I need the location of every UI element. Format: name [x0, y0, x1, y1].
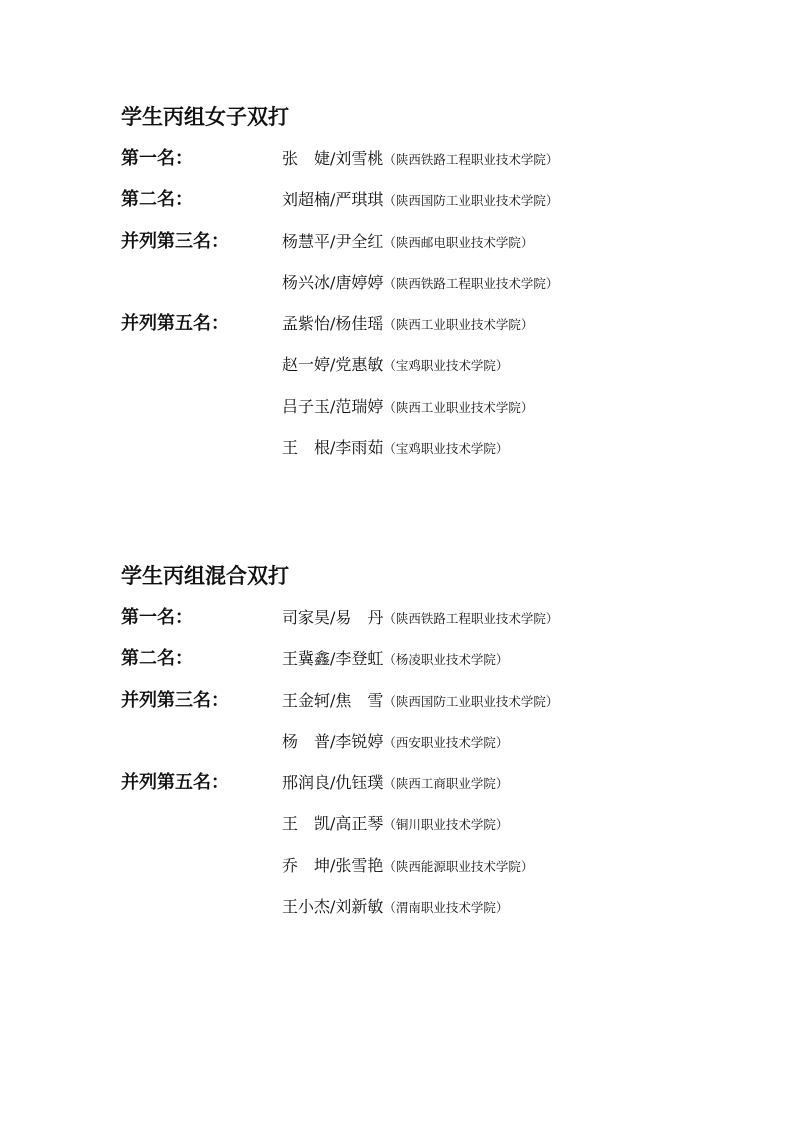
result-row [121, 221, 761, 262]
entry [282, 221, 533, 263]
school-name: （陕西铁路工程职业技术学院） [383, 152, 559, 167]
result-row [121, 386, 761, 427]
school-name: （陕西铁路工程职业技术学院） [383, 611, 559, 626]
player-names: 司家昊/易 丹 [282, 608, 384, 627]
player-names: 刘超楠/严琪琪 [282, 190, 384, 210]
result-row [121, 803, 761, 844]
school-name: （西安职业技术学院） [383, 734, 509, 750]
entry [282, 303, 533, 345]
player-names: 王小杰/刘新敏 [282, 897, 384, 917]
result-row [121, 138, 761, 179]
school-name: （陕西工业职业技术学院） [383, 399, 534, 415]
entry [282, 762, 508, 804]
school-name: （宝鸡职业技术学院） [383, 358, 509, 374]
player-names: 邢润良/仇钰璞 [282, 773, 384, 793]
result-row [121, 262, 761, 303]
section-title: 学生丙组女子双打 [121, 105, 289, 129]
school-name: （陕西工业职业技术学院） [383, 317, 534, 333]
rank-label: 并列第五名： [121, 313, 229, 335]
rank-label: 第一名： [121, 148, 193, 169]
entry [282, 138, 558, 180]
result-row [121, 845, 761, 886]
school-name: （陕西能源职业技术学院） [383, 858, 534, 874]
player-names: 杨慧平/尹全红 [282, 231, 384, 251]
school-name: （渭南职业技术学院） [383, 900, 509, 916]
entry [282, 597, 558, 639]
entry [282, 638, 508, 680]
school-name: （陕西国防工业职业技术学院） [383, 193, 559, 209]
player-names: 王金轲/焦 雪 [282, 690, 384, 710]
section-title: 学生丙组混合双打 [121, 564, 289, 588]
school-name: （杨凌职业技术学院） [383, 652, 509, 668]
entry [282, 262, 558, 304]
entry [282, 845, 533, 887]
player-names: 乔 坤/张雪艳 [282, 855, 384, 875]
school-name: （陕西邮电职业技术学院） [383, 234, 534, 250]
entry [282, 386, 533, 428]
section-mixed-doubles [121, 561, 761, 927]
player-names: 王 凯/高正琴 [282, 814, 384, 834]
entry [282, 886, 508, 928]
school-name: （陕西国防工业职业技术学院） [383, 693, 559, 709]
section-womens-doubles [121, 102, 761, 468]
player-names: 张 婕/刘雪桃 [282, 149, 384, 168]
result-row [121, 344, 761, 385]
rank-label: 并列第三名： [121, 230, 229, 252]
rank-label: 第一名： [121, 607, 193, 628]
result-row [121, 762, 761, 803]
player-names: 吕子玉/范瑞婷 [282, 396, 384, 416]
school-name: （宝鸡职业技术学院） [383, 441, 509, 457]
result-row [121, 303, 761, 344]
player-names: 王冀鑫/李登虹 [282, 649, 384, 669]
rank-label: 并列第三名： [121, 689, 229, 711]
rank-label: 第二名： [121, 189, 193, 211]
entry [282, 179, 558, 221]
player-names: 孟紫怡/杨佳瑶 [282, 314, 384, 334]
player-names: 杨 普/李锐婷 [282, 731, 384, 751]
result-row [121, 427, 761, 468]
entry [282, 721, 508, 763]
player-names: 王 根/李雨茹 [282, 438, 384, 458]
entry [282, 680, 558, 722]
player-names: 赵一婷/党惠敏 [282, 355, 384, 375]
entry [282, 803, 508, 845]
school-name: （陕西铁路工程职业技术学院） [383, 275, 559, 291]
result-row [121, 597, 761, 638]
rank-label: 并列第五名： [121, 772, 229, 794]
result-row [121, 721, 761, 762]
entry [282, 427, 508, 469]
school-name: （陕西工商职业学院） [383, 776, 509, 792]
result-row [121, 886, 761, 927]
result-row [121, 179, 761, 220]
rank-label: 第二名： [121, 648, 193, 670]
player-names: 杨兴冰/唐婷婷 [282, 272, 384, 292]
result-row [121, 638, 761, 679]
result-row [121, 680, 761, 721]
school-name: （铜川职业技术学院） [383, 817, 509, 833]
entry [282, 344, 508, 386]
